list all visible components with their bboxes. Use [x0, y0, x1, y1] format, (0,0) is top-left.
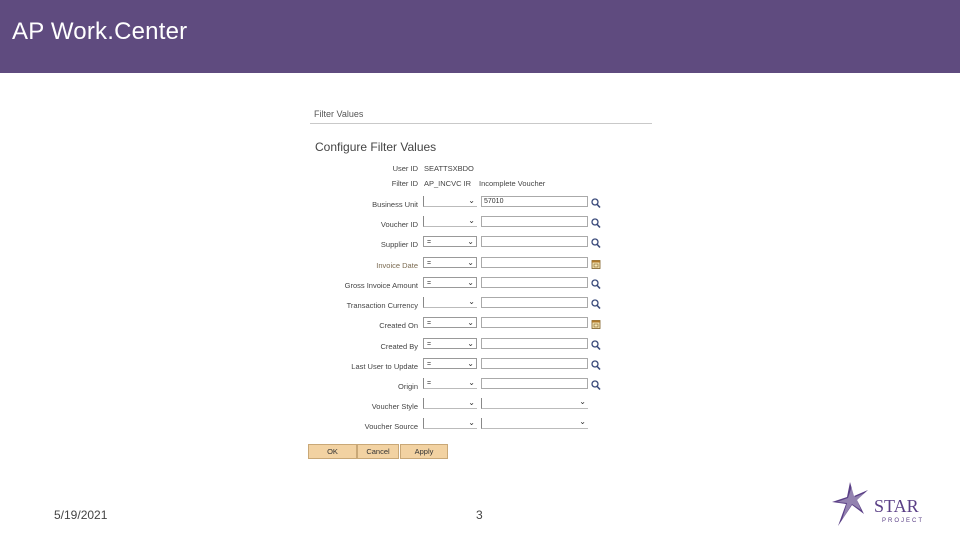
filter-row-label: Voucher ID [380, 220, 418, 229]
value-input[interactable] [481, 358, 588, 369]
filter-row [308, 257, 654, 271]
search-icon[interactable] [591, 297, 601, 308]
operator-select[interactable] [423, 257, 477, 268]
filter-row-label: Supplier ID [380, 240, 418, 249]
operator-value: = [427, 320, 432, 327]
value-input[interactable] [481, 297, 588, 308]
user-id-value: SEATTSXBDO [424, 164, 474, 173]
search-icon[interactable] [591, 378, 601, 389]
page-number: 3 [476, 508, 483, 522]
chevron-down-icon: ⌄ [468, 216, 475, 225]
filter-row-label: Voucher Source [364, 422, 418, 431]
value-input[interactable] [481, 277, 588, 288]
operator-select[interactable] [423, 338, 477, 349]
chevron-down-icon: ⌄ [467, 359, 474, 368]
filter-row-label: Origin [397, 382, 418, 391]
user-id-label: User ID [392, 164, 418, 173]
svg-text:PROJECT: PROJECT [882, 518, 925, 524]
ok-button[interactable]: OK [308, 444, 357, 459]
star-project-logo [830, 480, 940, 530]
operator-select[interactable] [423, 418, 477, 429]
slide-title: AP Work.Center [12, 18, 188, 45]
operator-value: = [427, 380, 432, 387]
header-divider [310, 123, 652, 124]
filter-row-label[interactable]: Invoice Date [376, 261, 418, 270]
filter-row [308, 297, 654, 311]
filter-row-label: Last User to Update [351, 362, 418, 371]
slide-date: 5/19/2021 [54, 508, 108, 522]
filter-row [308, 216, 654, 230]
filter-id-description: Incomplete Voucher [479, 179, 546, 188]
operator-select[interactable] [423, 216, 477, 227]
filter-id-value: AP_INCVC IR [424, 179, 472, 188]
filter-row-label: Business Unit [372, 200, 418, 209]
operator-select[interactable] [423, 236, 477, 247]
filter-row [308, 358, 654, 372]
value-input[interactable] [481, 338, 588, 349]
filter-row-label: Transaction Currency [346, 301, 418, 310]
filter-id-label: Filter ID [391, 179, 418, 188]
value-input[interactable] [481, 317, 588, 328]
value-select[interactable] [481, 398, 588, 409]
search-icon[interactable] [591, 216, 601, 227]
filter-row [308, 317, 654, 331]
chevron-down-icon: ⌄ [579, 397, 586, 406]
operator-select[interactable] [423, 398, 477, 409]
chevron-down-icon: ⌄ [579, 417, 586, 426]
search-icon[interactable] [591, 196, 601, 207]
chevron-down-icon: ⌄ [467, 278, 474, 287]
filter-row [308, 398, 654, 412]
chevron-down-icon: ⌄ [467, 318, 474, 327]
filter-row-label: Created By [380, 342, 418, 351]
operator-select[interactable] [423, 297, 477, 308]
filter-row [308, 338, 654, 352]
cancel-button[interactable]: Cancel [357, 444, 399, 459]
value-select[interactable] [481, 418, 588, 429]
value-input[interactable] [481, 196, 588, 207]
chevron-down-icon: ⌄ [468, 297, 475, 306]
svg-text:STAR: STAR [874, 496, 919, 516]
operator-select[interactable] [423, 378, 477, 389]
calendar-icon[interactable] [591, 257, 601, 268]
value-input[interactable] [481, 236, 588, 247]
value-input[interactable] [481, 216, 588, 227]
chevron-down-icon: ⌄ [467, 258, 474, 267]
value-input[interactable] [481, 378, 588, 389]
filter-row [308, 196, 654, 210]
value-input[interactable] [481, 257, 588, 268]
filter-row-label: Voucher Style [371, 402, 418, 411]
dialog-header: Filter Values [314, 109, 364, 119]
search-icon[interactable] [591, 338, 601, 349]
chevron-down-icon: ⌄ [467, 237, 474, 246]
apply-button[interactable]: Apply [400, 444, 448, 459]
operator-select[interactable] [423, 277, 477, 288]
operator-value: = [427, 280, 432, 287]
chevron-down-icon: ⌄ [467, 339, 474, 348]
operator-value: = [427, 361, 432, 368]
operator-value: = [427, 341, 432, 348]
chevron-down-icon: ⌄ [468, 398, 475, 407]
operator-select[interactable] [423, 358, 477, 369]
filter-row-label: Gross Invoice Amount [344, 281, 418, 290]
operator-select[interactable] [423, 317, 477, 328]
operator-value: = [427, 239, 432, 246]
calendar-icon[interactable] [591, 317, 601, 328]
chevron-down-icon: ⌄ [468, 196, 475, 205]
filter-row [308, 277, 654, 291]
chevron-down-icon: ⌄ [468, 418, 475, 427]
search-icon[interactable] [591, 358, 601, 369]
chevron-down-icon: ⌄ [468, 378, 475, 387]
title-bar [0, 0, 960, 73]
search-icon[interactable] [591, 277, 601, 288]
value-text: 57010 [484, 198, 504, 205]
filter-row [308, 236, 654, 250]
operator-value: = [427, 260, 432, 267]
filter-row [308, 378, 654, 392]
search-icon[interactable] [591, 236, 601, 247]
filter-values-dialog [308, 104, 654, 460]
dialog-subtitle: Configure Filter Values [315, 140, 437, 154]
filter-row-label: Created On [379, 321, 418, 330]
filter-row [308, 418, 654, 432]
operator-select[interactable] [423, 196, 477, 207]
